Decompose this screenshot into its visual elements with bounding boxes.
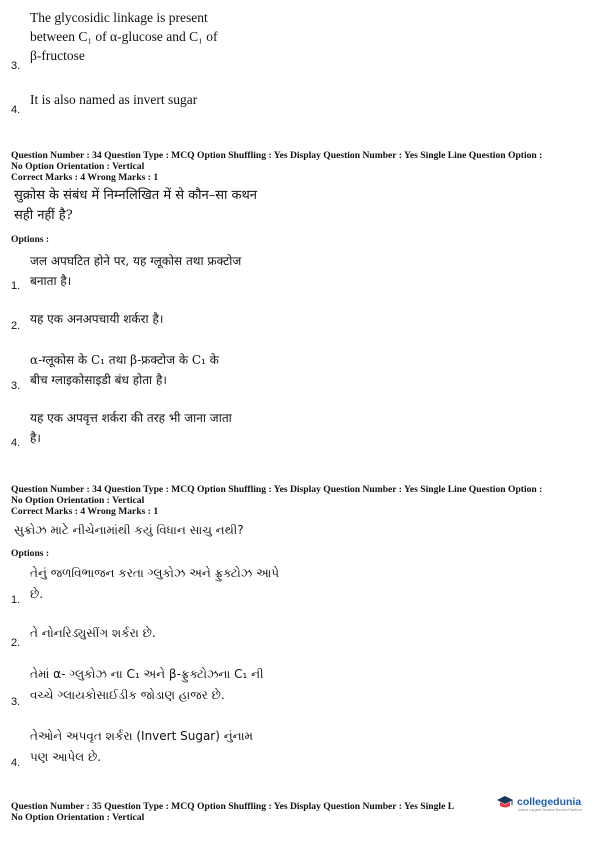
option-text <box>30 664 264 706</box>
collegedunia-logo <box>496 793 594 821</box>
meta-line: No Option Orientation : Vertical <box>11 812 145 823</box>
question-text <box>14 520 244 541</box>
options-label: Options : <box>11 234 50 245</box>
option-text <box>30 350 219 390</box>
option-number: 4. <box>11 757 21 769</box>
option-text <box>30 90 197 109</box>
option-line: The glycosidic linkage is present <box>30 10 208 25</box>
option-text <box>30 563 279 605</box>
question-meta <box>11 801 454 823</box>
option-number: 4. <box>11 437 21 449</box>
option-line: बीच ग्लाइकोसाइडी बंध होता है। <box>30 373 167 387</box>
option-text <box>30 251 241 291</box>
option-line: between C₁ of α-glucose and C₁ of <box>30 29 218 44</box>
options-label: Options : <box>11 548 50 559</box>
meta-line: Correct Marks : 4 Wrong Marks : 1 <box>11 506 159 517</box>
logo-row <box>496 793 594 809</box>
option-line: It is also named as invert sugar <box>30 92 198 107</box>
option-line: α-ग्लूकोस के C₁ तथा β-फ्रक्टोज के C₁ के <box>30 353 219 367</box>
meta-line: No Option Orientation : Vertical <box>11 161 145 172</box>
question-line: સુક્રોઝ માટે નીચેનામાંથી કયું વિધાન સાચુ નથી? <box>14 523 244 537</box>
option-number: 2. <box>11 320 21 332</box>
option-text <box>30 726 253 768</box>
option-line: તેનું જળવિભાજન કરતા ગ્લુકોઝ અને ફ્રુક્ટોઝ આપે <box>30 566 280 580</box>
logo-name: collegedunia <box>517 796 582 808</box>
question-meta <box>11 150 542 183</box>
option-number: 3. <box>11 696 21 708</box>
meta-line: No Option Orientation : Vertical <box>11 495 145 506</box>
option-number: 2. <box>11 637 21 649</box>
option-line: પણ આપેલ છે. <box>30 750 102 764</box>
graduation-cap-icon <box>496 795 514 809</box>
meta-line: Question Number : 34 Question Type : MCQ Option Shuffling : Yes Display Question Number : Yes Single Line Question Option : <box>11 484 543 495</box>
option-line: છે. <box>30 587 44 601</box>
option-line: है। <box>30 431 41 445</box>
meta-line: Correct Marks : 4 Wrong Marks : 1 <box>11 172 159 183</box>
option-line: તે નોનરિડ્યુસીંગ શર્કરા છે. <box>30 626 156 640</box>
option-number: 1. <box>11 280 21 292</box>
option-number: 3. <box>11 380 21 392</box>
option-line: यह एक अनअपचायी शर्करा है। <box>30 312 164 326</box>
question-meta <box>11 484 542 517</box>
option-number: 4. <box>11 104 21 116</box>
option-line: તેમાં α- ગ્લુકોઝ ના C₁ અને β-ફ્રુક્ટોઝના C₁ ની <box>30 667 264 681</box>
option-line: વચ્ચે ગ્લાયકોસાઈડીક જોડાણ હાજર છે. <box>30 688 225 702</box>
option-text <box>30 8 217 65</box>
option-line: बनाता है। <box>30 274 72 288</box>
option-line: यह एक अपवृत्त शर्करा की तरह भी जाना जाता <box>30 411 232 425</box>
option-number: 1. <box>11 594 21 606</box>
option-line: તેઓને અપવૃત શર્કરા (Invert Sugar) નુંનામ <box>30 729 254 743</box>
option-number: 3. <box>11 60 21 72</box>
logo-tagline: India's Largest Student Review Platform <box>518 808 582 812</box>
question-line: सही नहीं है? <box>14 208 73 223</box>
option-line: β-fructose <box>30 48 85 63</box>
question-text <box>14 186 257 226</box>
option-line: जल अपघटित होने पर, यह ग्लूकोस तथा फ्रक्टोज <box>30 254 242 268</box>
option-text <box>30 408 232 448</box>
option-text <box>30 623 156 644</box>
meta-line: Question Number : 35 Question Type : MCQ Option Shuffling : Yes Display Question Number : Yes Single L <box>11 801 455 812</box>
question-line: सुक्रोस के संबंध में निम्नलिखित में से कौन–सा कथन <box>14 188 258 203</box>
option-text <box>30 309 163 329</box>
meta-line: Question Number : 34 Question Type : MCQ Option Shuffling : Yes Display Question Number : Yes Single Line Question Option : <box>11 150 543 161</box>
